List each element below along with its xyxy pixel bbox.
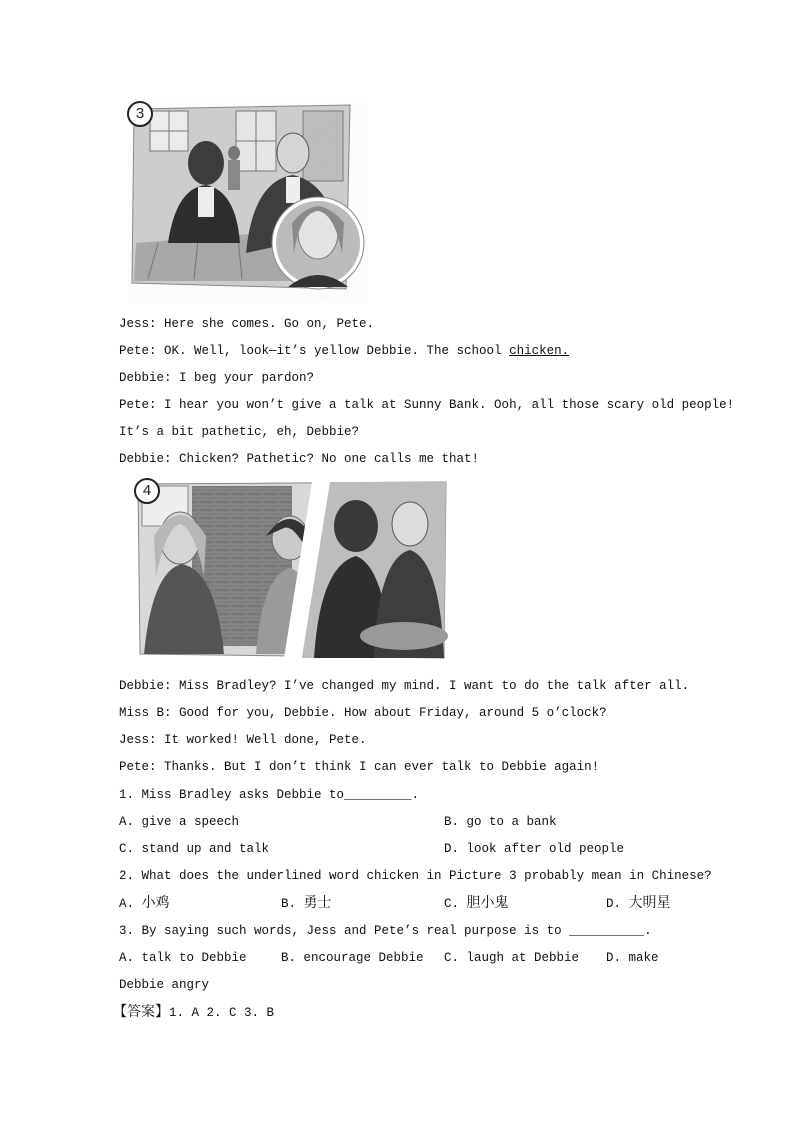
dialogue-line: Debbie: Miss Bradley? I’ve changed my mind. I want to do the talk after all. (119, 679, 690, 693)
picture-3-photo (128, 103, 368, 303)
dialogue-line: Debbie: Chicken? Pathetic? No one calls me that! (119, 452, 480, 466)
question-2-option-d[interactable]: D. 大明星 (606, 895, 671, 911)
question-2-option-c[interactable]: C. 胆小鬼 (444, 895, 509, 911)
picture-4 (134, 476, 450, 662)
picture-3 (128, 103, 368, 303)
question-2-option-b[interactable]: B. 勇士 (281, 895, 332, 911)
question-1-option-c[interactable]: C. stand up and talk (119, 842, 270, 856)
dialogue-line: Miss B: Good for you, Debbie. How about Friday, around 5 o’clock? (119, 706, 607, 720)
question-1-option-d[interactable]: D. look after old people (444, 842, 625, 856)
dialogue-line: Pete: Thanks. But I don’t think I can ever talk to Debbie again! (119, 760, 600, 774)
underlined-word-chicken: chicken. (509, 344, 570, 358)
picture-4-photo (134, 476, 450, 662)
dialogue-line: Pete: I hear you won’t give a talk at Sunny Bank. Ooh, all those scary old people! (119, 398, 735, 412)
answer-label: 【答案】 (113, 1004, 169, 1020)
question-3-option-d-continued: Debbie angry (119, 978, 210, 992)
dialogue-line: It’s a bit pathetic, eh, Debbie? (119, 425, 360, 439)
dialogue-line: Jess: It worked! Well done, Pete. (119, 733, 367, 747)
question-1-option-b[interactable]: B. go to a bank (444, 815, 557, 829)
answer-line (113, 1004, 274, 1021)
question-2-option-a[interactable]: A. 小鸡 (119, 895, 170, 911)
picture-number-badge: 3 (127, 101, 153, 127)
question-3-stem: 3. By saying such words, Jess and Pete’s real purpose is to __________. (119, 924, 652, 938)
question-3-option-b[interactable]: B. encourage Debbie (281, 951, 424, 965)
dialogue-line: Debbie: I beg your pardon? (119, 371, 315, 385)
answer-text: 1. A 2. C 3. B (169, 1006, 275, 1020)
question-3-option-a[interactable]: A. talk to Debbie (119, 951, 247, 965)
question-1-option-a[interactable]: A. give a speech (119, 815, 240, 829)
dialogue-line: Jess: Here she comes. Go on, Pete. (119, 317, 375, 331)
question-3-option-d[interactable]: D. make (606, 951, 659, 965)
question-2-stem: 2. What does the underlined word chicken in Picture 3 probably mean in Chinese? (119, 869, 712, 883)
picture-number-badge: 4 (134, 478, 160, 504)
question-1-stem: 1. Miss Bradley asks Debbie to_________. (119, 788, 420, 802)
question-3-option-c[interactable]: C. laugh at Debbie (444, 951, 580, 965)
dialogue-line: Pete: OK. Well, look—it’s yellow Debbie. The school chicken. (119, 344, 570, 358)
